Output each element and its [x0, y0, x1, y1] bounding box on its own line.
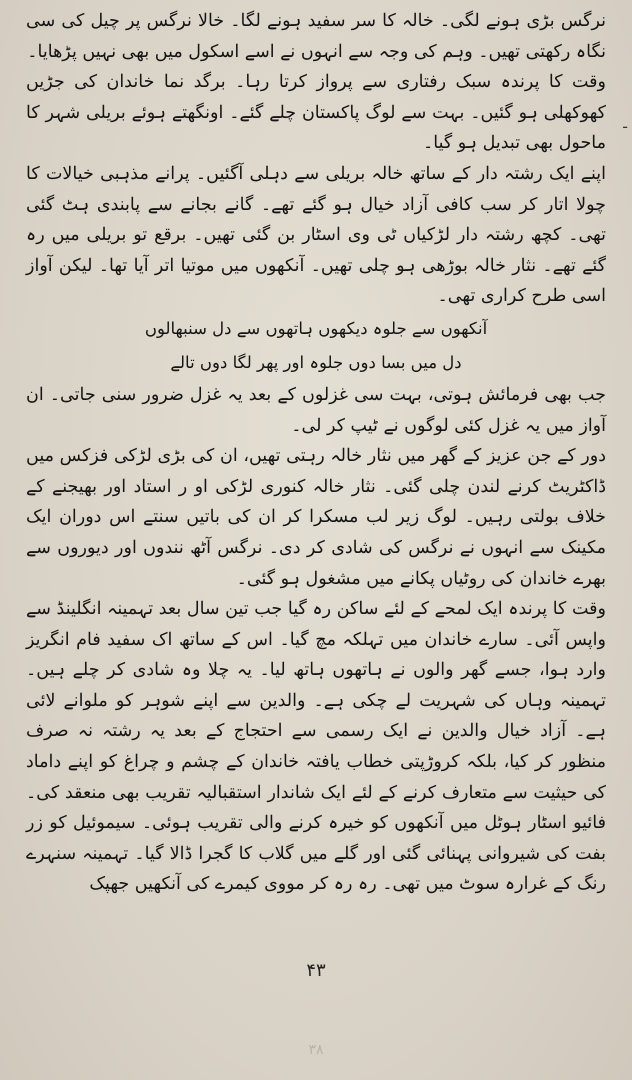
paragraph-2: وقت کا پرندہ سبک رفتاری سے پرواز کرتا رہا۔ برگد نما خاندان کی جڑیں کھوکھلی ہو گئیں۔ بہت سے لوگ پاکستان چلے گئے۔ اونگھتے ہوئے بریلی شہر کا ماحول بھی تبدیل ہو گیا۔	[26, 72, 606, 154]
paragraph-3: اپنے ایک رشتہ دار کے ساتھ خالہ بریلی سے دہلی آگئیں۔ پرانے مذہبی خیالات کا چولا اتار کر سب کافی آزاد خیال ہو گئے تھے۔ گانے بجانے سے پابندی ہٹ گئی تھی۔ کچھ رشتہ دار لڑکیاں ٹی وی اسٹار بن گئی تھیں۔ برقع تو بریلی میں رہ گئے تھے۔ نثار خالہ بوڑھی ہو چلی تھیں۔ آنکھوں میں موتیا اتر آیا تھا۔ لیکن آواز اسی طرح کراری تھی۔	[26, 163, 606, 307]
paragraph-6: وقت کا پرندہ ایک لمحے کے لئے ساکن رہ گیا جب تین سال بعد تہمینہ انگلینڈ سے واپس آئی۔ سارے خاندان میں تہلکہ مچ گیا۔ اس کے ساتھ اک سفید فام انگریز وارد ہوا، جسے گھر والوں نے ہاتھوں ہاتھ لیا۔ یہ چلا وہ شادی کر چلے ہیں۔ تہمینہ وہاں کی شہریت لے چکی ہے۔ والدین سے اپنے شوہر کو ملوانے لائی ہے۔ آزاد خیال والدین نے ایک رسمی سے احتجاج کے بعد یہ رشتہ نہ صرف منظور کر کیا، بلکہ کروڑپتی خطاب یافتہ خاندان کے چشم و چراغ کو اپنے داماد کی حیثیت سے متعارف کرنے کے لئے ایک شاندار استقبالیہ تقریب بھی منعقد کی۔ فائیو اسٹار ہوٹل میں آنکھوں کو خیرہ کرنے والی تقریب ہوئی۔ سیموئیل کو زر بفت کی شیروانی پہنائی گئی اور گلے میں گلاب کا گجرا ڈالا گیا۔ تہمینہ سنہرے رنگ کے غرارہ سوٹ میں تھی۔ رہ رہ کر مووی کیمرے کی آنکھیں جھپک	[26, 599, 606, 895]
page-number: ۴۳	[306, 960, 326, 981]
page-text	[26, 6, 606, 900]
verse-line-1: آنکھوں سے جلوہ دیکھوں ہاتھوں سے دل سنبھالوں	[144, 318, 488, 338]
margin-mark: -	[622, 117, 628, 136]
paragraph-1: نرگس بڑی ہونے لگی۔ خالہ کا سر سفید ہونے لگا۔ خالا نرگس پر چیل کی سی نگاہ رکھتی تھیں۔ وہم کی وجہ سے انہوں نے اسے اسکول میں بھی نہیں پڑھایا۔	[26, 11, 606, 62]
paragraph-5: دور کے جن عزیز کے گھر میں نثار خالہ رہتی تھیں، ان کی بڑی لڑکی فزکس میں ڈاکٹریٹ کرنے لندن چلی گئی۔ نثار خالہ کنوری لڑکی او ر استاد اور بھیجنے کے خلاف بولتی رہیں۔ لوگ زیر لب مسکرا کر ان کی باتیں سنتے اس دوران ایک مکینک سے انہوں نے نرگس کی شادی کر دی۔ نرگس آٹھ نندوں اور دیوروں سے بھرے خاندان کی روٹیاں پکانے میں مشغول ہو گئی۔	[26, 446, 606, 589]
verse-line-2: دل میں بسا دوں جلوہ اور پھر لگا دوں تالے	[170, 352, 462, 372]
paragraph-4: جب بھی فرمائش ہوتی، بہت سی غزلوں کے بعد یہ غزل ضرور سنی جاتی۔ ان آواز میں یہ غزل کئی لوگوں نے ٹیپ کر لی۔	[26, 384, 606, 436]
bleed-through-page-number: ۳۸	[308, 1042, 324, 1058]
